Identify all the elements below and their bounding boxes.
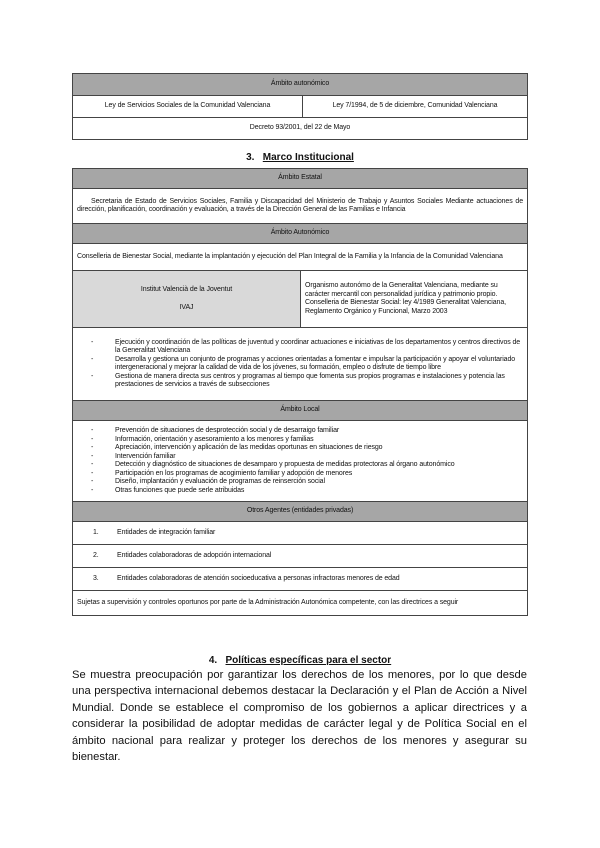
list-item: - Ejecución y coordinación de las políticas de juventud y coordinar actuaciones e iniciativas de los departamentos y centros directivos de la Generalitat Valenciana — [77, 339, 523, 356]
other-agent-number: 1. — [93, 528, 99, 536]
list-item: - Gestiona de manera directa sus centros y programas al tiempo que fomenta sus propios programas e instalaciones y potencia las prestaciones de servicios a través de subsecciones — [77, 373, 523, 390]
list-item: - Participación en los programas de acogimiento familiar y adopción de menores — [77, 470, 523, 479]
section-4-heading — [0, 655, 600, 666]
other-agent-text: Entidades de integración familiar — [117, 528, 216, 536]
ivaj-functions-cell — [73, 328, 528, 401]
local-functions-list — [77, 427, 523, 495]
section-3-number: 3. — [246, 152, 255, 163]
autonomic-scope-text: Conselleria de Bienestar Social, mediante la implantación y ejecución del Plan Integral de la Familia y la Infancia de la Comunidad Valenciana — [73, 244, 528, 271]
autonomic-scope-header-2: Ámbito Autonómico — [73, 224, 528, 244]
list-item: - Prevención de situaciones de desprotección social y de desarraigo familiar — [77, 427, 523, 436]
local-scope-header: Ámbito Local — [73, 401, 528, 421]
list-item: - Intervención familiar — [77, 453, 523, 462]
state-scope-text: Secretaria de Estado de Servicios Sociales, Familia y Discapacidad del Ministerio de Trabajo y Asuntos Sociales Mediante actuaciones de dirección, planificación, coordinación y evaluación, a través de la Dirección General de las Familias e Infancia — [73, 189, 528, 224]
autonomic-scope-header: Ámbito autonómico — [73, 74, 528, 96]
list-item: - Apreciación, intervención y aplicación de las medidas oportunas en situaciones de riesgo — [77, 444, 523, 453]
ivaj-description: Organismo autonómo de la Generalitat Valenciana, mediante su carácter mercantil con personalidad jurídica y patrimonio propio. Conselleria de Bienestar Social: ley 4/1989 Generalitat Valenciana, Reglamento Orgánico y Funcional, Marzo 2003 — [301, 271, 528, 328]
other-agent-text: Entidades colaboradoras de atención socioeducativa a personas infractoras menores de edad — [117, 574, 400, 582]
other-agent-row — [73, 568, 528, 591]
other-agent-number: 2. — [93, 551, 99, 559]
list-item: - Otras funciones que puede serle atribuidas — [77, 487, 523, 496]
other-agent-text: Entidades colaboradoras de adopción internacional — [117, 551, 272, 559]
supervision-note: Sujetas a supervisión y controles oportunos por parte de la Administración Autonómica competente, con las directrices a seguir — [73, 591, 528, 616]
legislation-table — [72, 73, 528, 140]
state-scope-header: Ámbito Estatal — [73, 169, 528, 189]
list-item: - Detección y diagnóstico de situaciones de desamparo y propuesta de medidas protectoras al órgano autonómico — [77, 461, 523, 470]
section-4-title: Políticas específicas para el sector — [225, 655, 392, 666]
list-item: - Información, orientación y asesoramiento a los menores y familias — [77, 436, 523, 445]
ivaj-functions-list — [77, 339, 523, 390]
law-7-1994: Ley 7/1994, de 5 de diciembre, Comunidad Valenciana — [303, 96, 528, 118]
list-item: - Desarrolla y gestiona un conjunto de programas y acciones orientadas a fomentar e impulsar la participación y apoyar el voluntariado intergeneracional y mejorar la calidad de vida de los jóvenes, su formación, empleo o disfrute de tiempo libre — [77, 356, 523, 373]
institutional-framework-table — [72, 168, 528, 616]
local-scope-cell — [73, 421, 528, 502]
other-agent-number: 3. — [93, 574, 99, 582]
other-agent-row — [73, 522, 528, 545]
section-4-number: 4. — [208, 655, 218, 666]
list-item: - Diseño, implantación y evaluación de programas de reinserción social — [77, 478, 523, 487]
section-3-heading — [0, 152, 600, 163]
section-3-title: Marco Institucional — [262, 152, 354, 163]
decree-93-2001: Decreto 93/2001, del 22 de Mayo — [73, 118, 528, 140]
law-social-services: Ley de Servicios Sociales de la Comunidad Valenciana — [73, 96, 303, 118]
ivaj-name-cell — [73, 271, 301, 328]
ivaj-abbreviation: IVAJ — [179, 303, 194, 311]
ivaj-name: Institut Valencià de la Joventut — [140, 286, 233, 293]
other-agents-header: Otros Agentes (entidades privadas) — [73, 502, 528, 522]
section-4-paragraph: Se muestra preocupación por garantizar los derechos de los menores, por lo que desde una perspectiva internacional debemos destacar la Declaración y el Plan de Acción a Nivel Mundial. Donde se establece el compromiso de los gobiernos a aplicar directrices y a considerar la posibilidad de adoptar medidas de carácter legal y de Política Social en el ámbito nacional para realizar y proteger los derechos de los menores y asegurar su bienestar. — [72, 669, 527, 764]
other-agent-row — [73, 545, 528, 568]
